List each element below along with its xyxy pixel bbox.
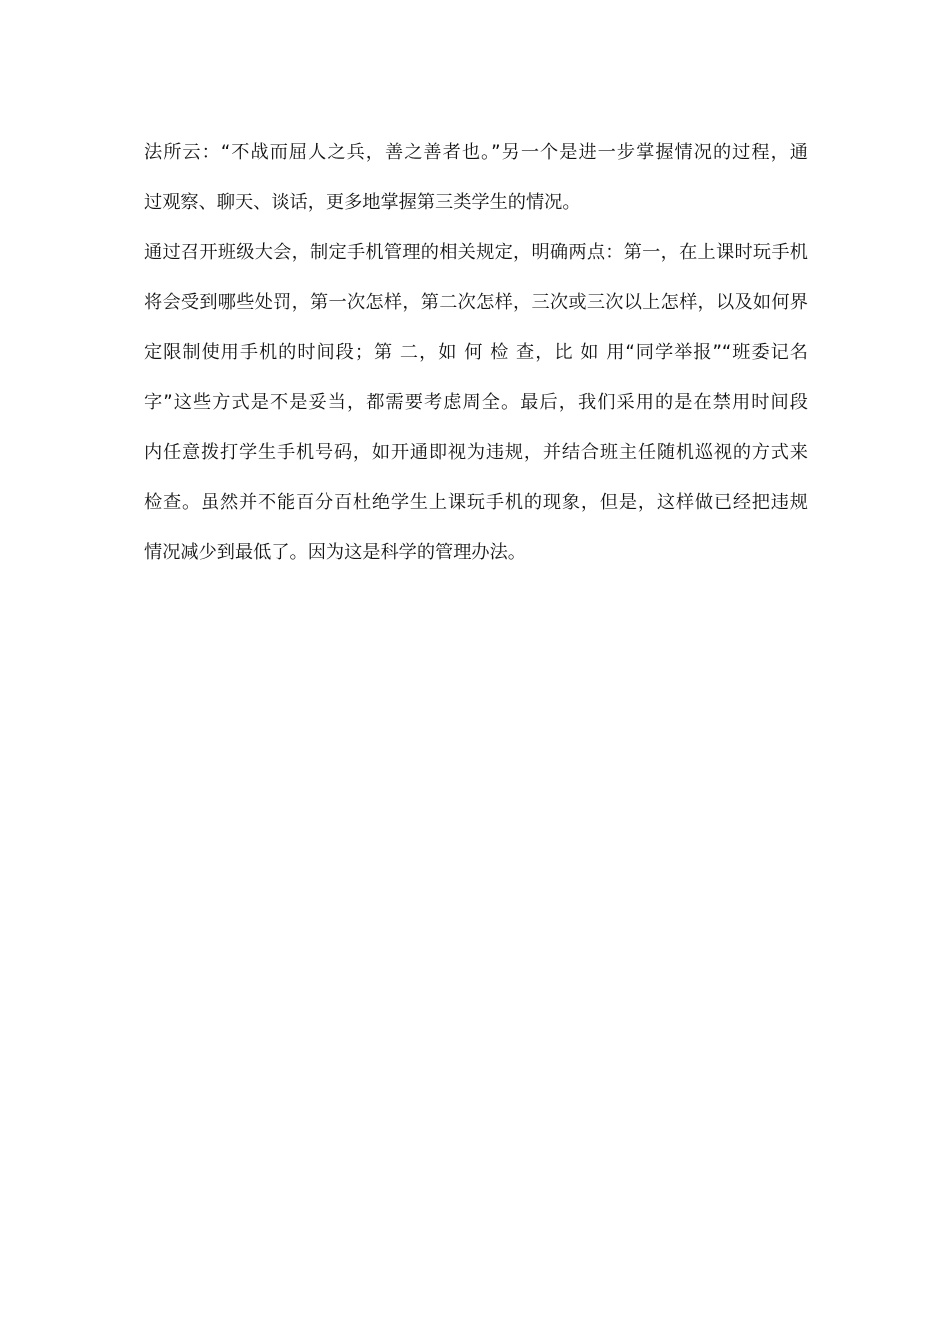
paragraph-line: 法所云：“不战而屈人之兵，善之善者也。”另一个是进一步掌握情况的过程，通 [144, 142, 808, 163]
paragraph-1 [144, 128, 808, 228]
paragraph-line: 定限制使用手机的时间段；第 二，如 何 检 查，比 如 用“同学举报”“班委记名 [144, 342, 808, 363]
paragraph-2 [144, 228, 808, 578]
paragraph-line: 过观察、聊天、谈话，更多地掌握第三类学生的情况。 [144, 192, 581, 213]
paragraph-line: 通过召开班级大会，制定手机管理的相关规定，明确两点：第一，在上课时玩手机 [144, 242, 808, 263]
paragraph-line: 内任意拨打学生手机号码，如开通即视为违规，并结合班主任随机巡视的方式来 [144, 442, 808, 463]
paragraph-line: 字”这些方式是不是妥当，都需要考虑周全。最后，我们采用的是在禁用时间段 [144, 392, 808, 413]
document-body [144, 128, 808, 578]
paragraph-line: 检查。虽然并不能百分百杜绝学生上课玩手机的现象，但是，这样做已经把违规 [144, 492, 808, 513]
paragraph-line: 将会受到哪些处罚，第一次怎样，第二次怎样，三次或三次以上怎样，以及如何界 [144, 292, 808, 313]
paragraph-line: 情况减少到最低了。因为这是科学的管理办法。 [144, 542, 526, 563]
